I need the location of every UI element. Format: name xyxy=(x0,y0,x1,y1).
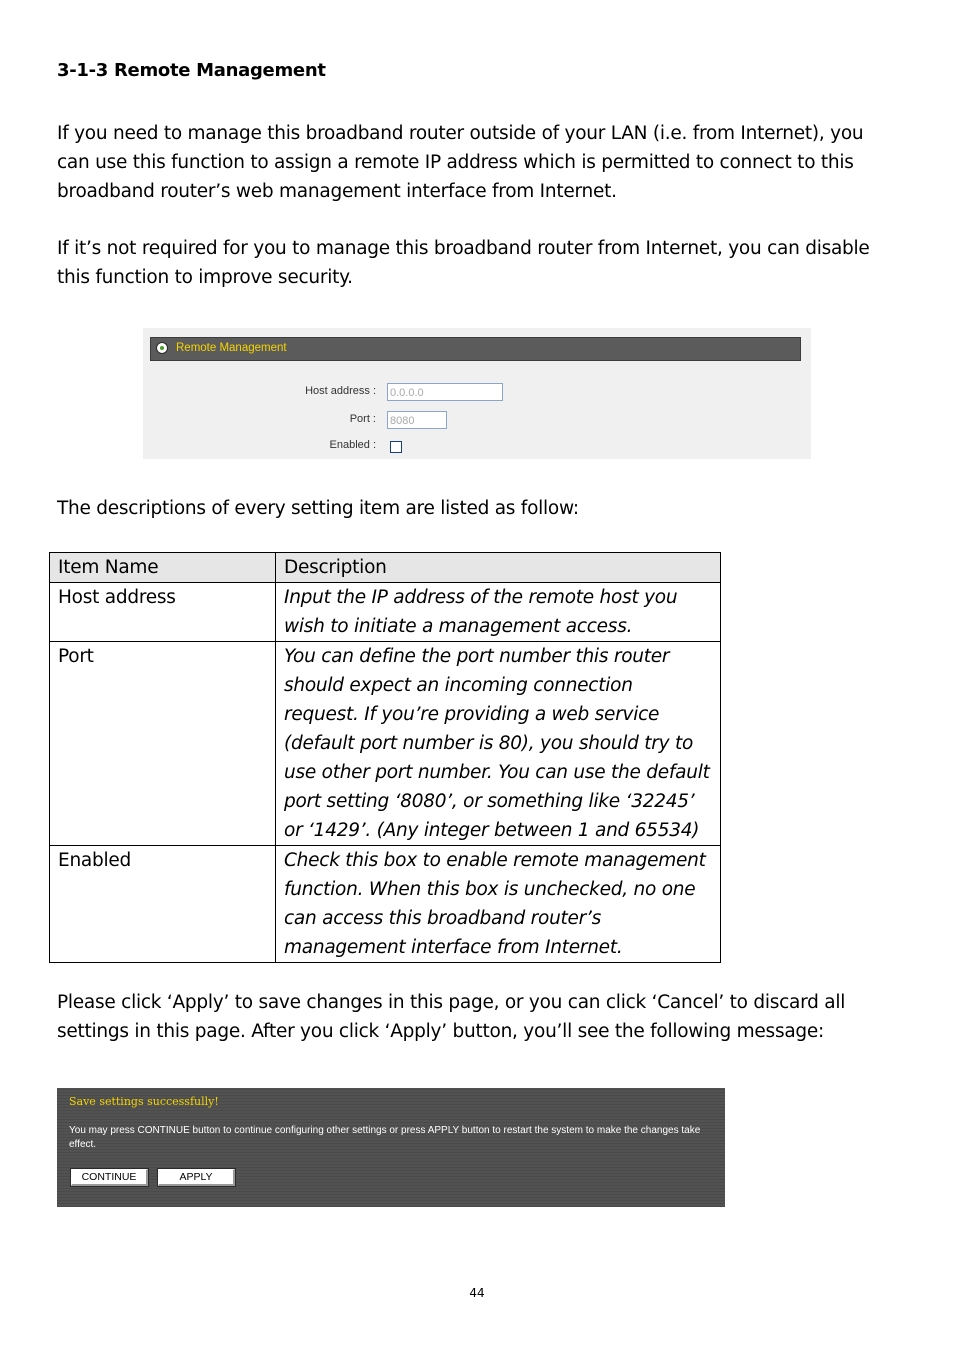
section-heading: 3-1-3 Remote Management xyxy=(57,60,326,81)
enabled-label: Enabled : xyxy=(329,439,376,451)
apply-button[interactable]: APPLY xyxy=(158,1169,235,1186)
table-row xyxy=(50,846,721,963)
row-description: Check this box to enable remote management function. When this box is unchecked, no one can access this broadband router’s management interface from Internet. xyxy=(276,846,721,963)
port-label: Port : xyxy=(349,413,376,425)
remote-management-header xyxy=(150,337,801,361)
row-item-name: Host address xyxy=(50,583,276,642)
header-description: Description xyxy=(276,553,721,583)
row-description: You can define the port number this router should expect an incoming connection request. If you’re providing a web service (default port number is 80), you should try to use other port number. You can use the default port setting ‘8080’, or something like ‘32245’ or ‘1429’. (Any integer between 1 and 65534) xyxy=(276,642,721,846)
settings-description-table xyxy=(49,552,721,963)
enabled-checkbox[interactable] xyxy=(390,441,402,453)
continue-button[interactable]: CONTINUE xyxy=(71,1169,148,1186)
table-row xyxy=(50,642,721,846)
table-row xyxy=(50,583,721,642)
apply-paragraph: Please click ‘Apply’ to save changes in this page, or you can click ‘Cancel’ to discard all settings in this page. After you click ‘Apply’ button, you’ll see the following message: xyxy=(57,992,846,1042)
page-number: 44 xyxy=(469,1286,485,1300)
save-message-panel xyxy=(57,1088,725,1207)
save-message-title: Save settings successfully! xyxy=(69,1095,219,1108)
row-description: Input the IP address of the remote host you wish to initiate a management access. xyxy=(276,583,721,642)
host-address-input[interactable] xyxy=(387,383,503,401)
port-input[interactable] xyxy=(387,411,447,429)
intro-paragraph-2: If it’s not required for you to manage this broadband router from Internet, you can disable this function to improve security. xyxy=(57,238,870,288)
intro-paragraph-1: If you need to manage this broadband router outside of your LAN (i.e. from Internet), you can use this function to assign a remote IP address which is permitted to connect to this broadband router’s web management interface from Internet. xyxy=(57,123,864,202)
bullet-icon xyxy=(156,342,168,354)
row-item-name: Port xyxy=(50,642,276,846)
header-item-name: Item Name xyxy=(50,553,276,583)
save-message-body: You may press CONTINUE button to continue configuring other settings or press APPLY button to restart the system to make the changes take effect. xyxy=(69,1125,701,1150)
table-header-row xyxy=(50,553,721,583)
row-item-name: Enabled xyxy=(50,846,276,963)
remote-management-title: Remote Management xyxy=(176,342,287,354)
table-intro: The descriptions of every setting item are listed as follow: xyxy=(57,498,579,519)
remote-management-panel xyxy=(143,328,811,459)
host-address-label: Host address : xyxy=(305,385,376,397)
